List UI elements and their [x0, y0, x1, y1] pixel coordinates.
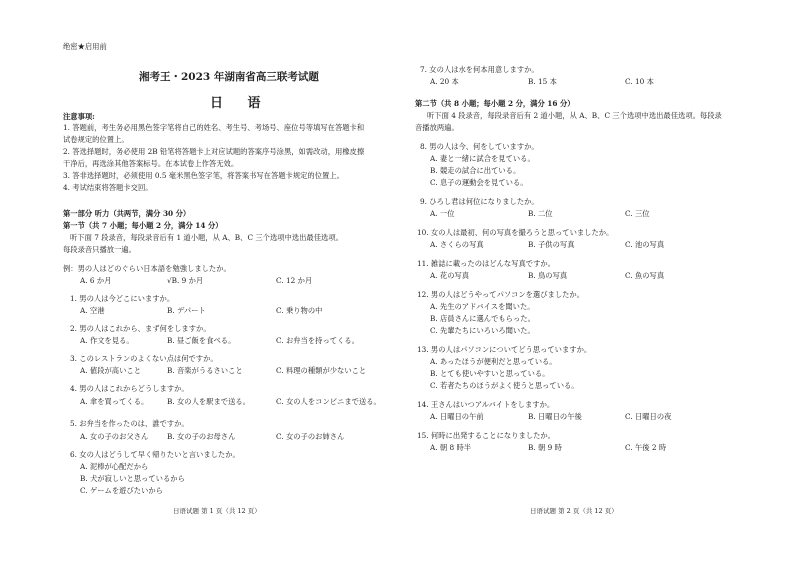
subject-title: 日 语	[210, 96, 271, 111]
section-heading: 第一节（共 7 小题；每小题 2 分，满分 14 分）	[63, 221, 223, 230]
option-a: A. 作文を見る。	[80, 336, 134, 345]
section-heading: 第二节（共 8 小题；每小题 2 分，满分 16 分）	[415, 99, 575, 108]
example-question: 例：男の人はどのぐらい日本語を勉強しましたか。	[63, 264, 231, 273]
question: 7. 女の人は水を何本用意しますか。	[420, 65, 539, 74]
option-b: B. 女の人を駅まで送る。	[167, 397, 250, 406]
option-c: C. 若者たちのほうがよく使うと思っている。	[430, 381, 579, 390]
note-line: 3. 答非选择题时，必须使用 0.5 毫米黑色签字笔，将答案书写在答题卡规定的位置上。	[63, 171, 344, 180]
option-c: C. 10 本	[625, 77, 654, 86]
section-instructions: 每段录音只播放一遍。	[63, 245, 136, 254]
exam-page-2	[397, 0, 794, 561]
notes-heading: 注意事项:	[63, 112, 95, 121]
option-a: A. 傘を買ってくる。	[80, 397, 149, 406]
question: 4. 男の人はこれからどうしますか。	[70, 384, 189, 393]
question: 15. 何時に出発することになりましたか。	[417, 431, 555, 440]
option-a: A. 一位	[430, 209, 455, 218]
option-b: B. 子供の写真	[528, 240, 575, 249]
part-heading: 第一部分 听力（共两节，满分 30 分）	[63, 209, 191, 218]
section-instructions: 听下面 4 段录音，每段录音后有 2 道小题，从 A、B、C 三个选项中选出最佳选项。每段录	[427, 111, 722, 120]
question: 12. 男の人はどうやってパソコンを選びましたか。	[417, 290, 585, 299]
option-c: C. 日曜日の夜	[625, 412, 672, 421]
option-c: C. 12 か月	[276, 276, 313, 285]
page-footer: 日语试题 第 1 页（共 12 页）	[173, 507, 261, 515]
option-b: B. 鳥の写真	[528, 271, 568, 280]
option-c: C. 女の人をコンビニまで送る。	[276, 397, 381, 406]
option-b: B. 日曜日の午後	[528, 412, 582, 421]
option-a: A. さくらの写真	[430, 240, 484, 249]
question: 14. 王さんはいつアルバイトをしますか。	[417, 400, 555, 409]
option-a: A. 女の子のお父さん	[80, 432, 149, 441]
secret-label: 绝密★启用前	[63, 42, 107, 51]
option-b: B. 朝 9 時	[528, 443, 562, 452]
option-b: √B. 9 か月	[167, 276, 204, 285]
option-a: A. 妻と一緒に試合を見ている。	[430, 154, 535, 163]
option-c: C. 息子の運動会を見ている。	[430, 178, 528, 187]
question: 11. 雑誌に載ったのはどんな写真ですか。	[417, 259, 555, 268]
page-footer: 日语试题 第 2 页（共 12 页）	[530, 507, 618, 515]
option-c: C. 女の子のお姉さん	[276, 432, 345, 441]
option-a: A. 花の写真	[430, 271, 470, 280]
note-line: 2. 答选择题时，务必使用 2B 铅笔将答题卡上对应试题的答案序号涂黑，如需改动，用橡皮擦	[63, 147, 365, 156]
option-a: A. 20 本	[430, 77, 459, 86]
option-b: B. 二位	[528, 209, 553, 218]
option-c: C. 三位	[625, 209, 650, 218]
option-c: C. 先輩たちにいろいろ聞いた。	[430, 326, 535, 335]
option-a: A. 6 か月	[80, 276, 112, 285]
exam-title: 湘考王・2023 年湖南省高三联考试题	[139, 71, 319, 83]
option-c: C. 池の写真	[625, 240, 665, 249]
question: 9. ひろし君は何位になりましたか。	[420, 197, 539, 206]
option-b: B. デパート	[167, 306, 206, 315]
option-a: A. 先生のアドバイスを聞いた。	[430, 302, 535, 311]
note-line: 1. 答题前，考生务必用黑色签字笔将自己的姓名、考生号、考场号、座位号等填写在答题卡和	[63, 123, 365, 132]
option-b: B. 女の子のお母さん	[167, 432, 236, 441]
option-b: B. 昼ご飯を食べる。	[167, 336, 236, 345]
option-c: C. お弁当を持ってくる。	[276, 336, 359, 345]
option-a: A. あったほうが便利だと思っている。	[430, 357, 557, 366]
option-a: A. 泥棒が心配だから	[80, 462, 149, 471]
section-instructions: 音播放两遍。	[415, 123, 459, 132]
option-b: B. 音楽がうるさいこと	[167, 366, 243, 375]
question: 6. 女の人はどうして早く帰りたいと言いましたか。	[70, 450, 240, 459]
option-c: C. 魚の写真	[625, 271, 665, 280]
option-b: B. 15 本	[528, 77, 557, 86]
note-line: 试卷规定的位置上。	[63, 135, 129, 144]
option-c: C. 料理の種類が少ないこと	[276, 366, 367, 375]
question: 2. 男の人はこれから、まず何をしますか。	[70, 324, 211, 333]
question: 1. 男の人は今どこにいますか。	[70, 294, 175, 303]
option-c: C. 午後 2 時	[625, 443, 667, 452]
note-line: 干净后，再选涂其他答案标号。在本试卷上作答无效。	[63, 159, 239, 168]
note-line: 4. 考试结束将答题卡交回。	[63, 183, 153, 192]
section-instructions: 听下面 7 段录音，每段录音后有 1 道小题，从 A、B、C 三个选项中选出最佳选项。	[70, 233, 343, 242]
option-a: A. 朝 8 時半	[430, 443, 472, 452]
option-b: B. 店員さんに選んでもらった。	[430, 314, 535, 323]
option-a: A. 空港	[80, 306, 105, 315]
option-a: A. 日曜日の午前	[430, 412, 484, 421]
question: 13. 男の人はパソコンについてどう思っていますか。	[417, 345, 592, 354]
option-b: B. 犬が寂しいと思っているから	[80, 474, 185, 483]
option-b: B. とても使いやすいと思っている。	[430, 369, 550, 378]
option-c: C. ゲームを遊びたいから	[80, 486, 163, 495]
question: 5. お弁当を作ったのは、誰ですか。	[70, 419, 189, 428]
option-a: A. 値段が高いこと	[80, 366, 141, 375]
option-b: B. 競走の試合に出ている。	[430, 166, 521, 175]
question: 8. 男の人は今、何をしていますか。	[420, 142, 539, 151]
option-c: C. 乗り物の中	[276, 306, 323, 315]
question: 10. 女の人は最初、何の写真を撮ろうと思っていましたか。	[417, 228, 614, 237]
question: 3. このレストランのよくない点は何ですか。	[70, 354, 218, 363]
